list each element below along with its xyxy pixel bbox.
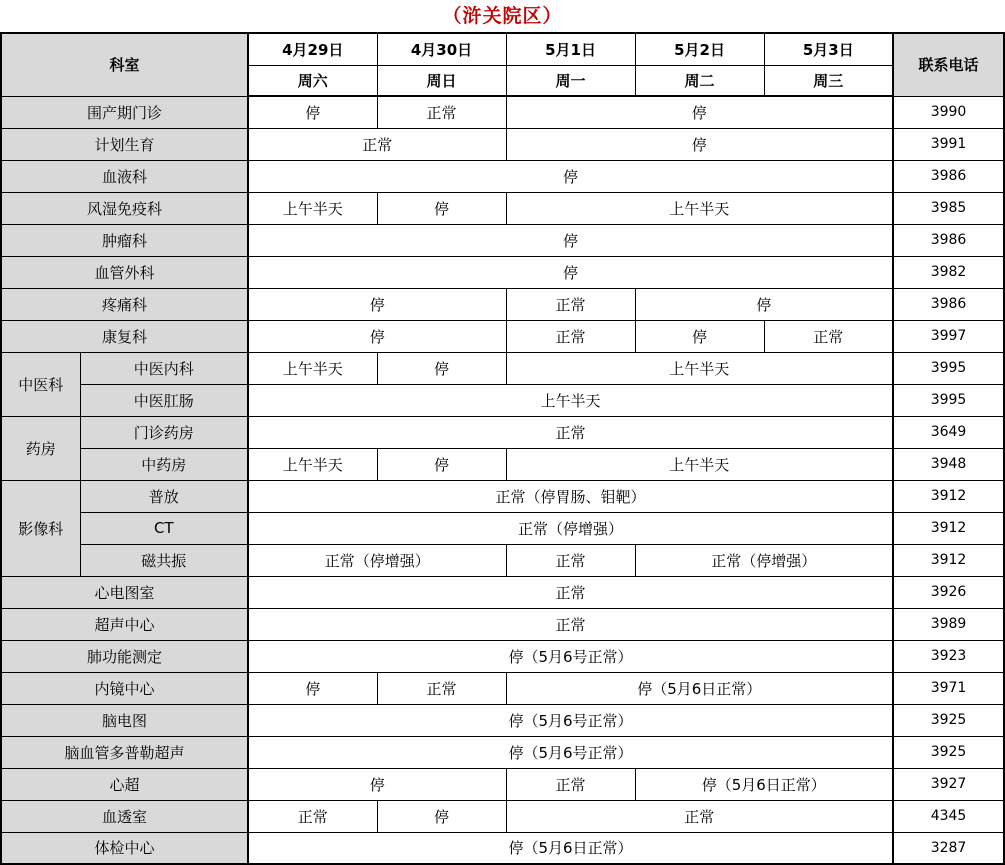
table-row (1, 512, 1004, 544)
status-cell: 停 (248, 768, 506, 800)
header-date: 5月1日 (506, 33, 635, 65)
dept-group: 中医科 (1, 352, 80, 416)
status-cell: 正常（停增强） (635, 544, 893, 576)
status-cell: 正常 (248, 128, 506, 160)
table-row (1, 800, 1004, 832)
dept-name: 超声中心 (1, 608, 248, 640)
phone-number: 3995 (893, 384, 1004, 416)
dept-name: 心超 (1, 768, 248, 800)
status-cell: 正常 (248, 608, 893, 640)
table-row (1, 544, 1004, 576)
dept-name: 血液科 (1, 160, 248, 192)
phone-number: 3990 (893, 96, 1004, 128)
status-cell: 停（5月6号正常） (248, 736, 893, 768)
status-cell: 正常 (506, 768, 635, 800)
status-cell: 停 (506, 128, 893, 160)
phone-number: 4345 (893, 800, 1004, 832)
dept-group: 影像科 (1, 480, 80, 576)
status-cell: 停 (248, 96, 377, 128)
status-cell: 正常（停增强） (248, 512, 893, 544)
table-row (1, 320, 1004, 352)
header-weekday: 周一 (506, 65, 635, 96)
table-row (1, 256, 1004, 288)
status-cell: 停（5月6日正常） (506, 672, 893, 704)
table-row (1, 384, 1004, 416)
phone-number: 3986 (893, 288, 1004, 320)
sub-dept-name: CT (80, 512, 248, 544)
dept-name: 血管外科 (1, 256, 248, 288)
phone-number: 3926 (893, 576, 1004, 608)
status-cell: 停 (635, 288, 893, 320)
header-weekday: 周六 (248, 65, 377, 96)
sub-dept-name: 中药房 (80, 448, 248, 480)
phone-number: 3287 (893, 832, 1004, 864)
phone-number: 3912 (893, 480, 1004, 512)
dept-name: 围产期门诊 (1, 96, 248, 128)
phone-number: 3927 (893, 768, 1004, 800)
status-cell: 停 (248, 320, 506, 352)
status-cell: 停 (377, 800, 506, 832)
status-cell: 上午半天 (248, 448, 377, 480)
status-cell: 上午半天 (248, 384, 893, 416)
dept-group: 药房 (1, 416, 80, 480)
table-row (1, 832, 1004, 864)
status-cell: 正常 (506, 800, 893, 832)
phone-number: 3923 (893, 640, 1004, 672)
header-weekday: 周日 (377, 65, 506, 96)
sub-dept-name: 中医肛肠 (80, 384, 248, 416)
dept-name: 肿瘤科 (1, 224, 248, 256)
table-row (1, 160, 1004, 192)
table-row (1, 704, 1004, 736)
status-cell: 停 (377, 352, 506, 384)
dept-name: 脑血管多普勒超声 (1, 736, 248, 768)
dept-name: 康复科 (1, 320, 248, 352)
table-row (1, 480, 1004, 512)
status-cell: 停 (506, 96, 893, 128)
status-cell: 正常（停胃肠、钼靶） (248, 480, 893, 512)
sub-dept-name: 普放 (80, 480, 248, 512)
status-cell: 上午半天 (248, 192, 377, 224)
dept-name: 脑电图 (1, 704, 248, 736)
table-row (1, 288, 1004, 320)
dept-name: 风湿免疫科 (1, 192, 248, 224)
status-cell: 停 (248, 288, 506, 320)
status-cell: 停 (248, 672, 377, 704)
status-cell: 上午半天 (506, 448, 893, 480)
schedule-table (0, 32, 1005, 865)
header-date: 4月30日 (377, 33, 506, 65)
table-row (1, 192, 1004, 224)
sub-dept-name: 磁共振 (80, 544, 248, 576)
phone-number: 3985 (893, 192, 1004, 224)
phone-number: 3982 (893, 256, 1004, 288)
status-cell: 上午半天 (506, 352, 893, 384)
status-cell: 停 (248, 224, 893, 256)
header-weekday: 周三 (764, 65, 893, 96)
status-cell: 正常 (248, 416, 893, 448)
schedule-body (1, 96, 1004, 864)
table-row (1, 96, 1004, 128)
phone-number: 3912 (893, 544, 1004, 576)
status-cell: 停（5月6号正常） (248, 640, 893, 672)
phone-number: 3989 (893, 608, 1004, 640)
status-cell: 停 (635, 320, 764, 352)
table-row (1, 224, 1004, 256)
status-cell: 正常（停增强） (248, 544, 506, 576)
table-row (1, 608, 1004, 640)
table-row (1, 128, 1004, 160)
dept-name: 计划生育 (1, 128, 248, 160)
status-cell: 停 (377, 192, 506, 224)
status-cell: 正常 (377, 96, 506, 128)
dept-name: 心电图室 (1, 576, 248, 608)
dept-name: 内镜中心 (1, 672, 248, 704)
sub-dept-name: 门诊药房 (80, 416, 248, 448)
header-date: 5月3日 (764, 33, 893, 65)
status-cell: 正常 (506, 320, 635, 352)
status-cell: 正常 (506, 544, 635, 576)
status-cell: 停（5月6号正常） (248, 704, 893, 736)
page-title: （浒关院区） (442, 5, 563, 27)
phone-number: 3986 (893, 160, 1004, 192)
phone-number: 3986 (893, 224, 1004, 256)
table-row (1, 640, 1004, 672)
phone-number: 3991 (893, 128, 1004, 160)
status-cell: 正常 (506, 288, 635, 320)
phone-number: 3997 (893, 320, 1004, 352)
table-row (1, 448, 1004, 480)
header-dept: 科室 (1, 33, 248, 96)
table-row (1, 352, 1004, 384)
header-date: 5月2日 (635, 33, 764, 65)
status-cell: 上午半天 (506, 192, 893, 224)
status-cell: 停 (248, 160, 893, 192)
header-phone: 联系电话 (893, 33, 1004, 96)
status-cell: 停 (377, 448, 506, 480)
dept-name: 肺功能测定 (1, 640, 248, 672)
status-cell: 正常 (248, 576, 893, 608)
status-cell: 正常 (764, 320, 893, 352)
phone-number: 3925 (893, 736, 1004, 768)
status-cell: 正常 (248, 800, 377, 832)
dept-name: 血透室 (1, 800, 248, 832)
status-cell: 停（5月6日正常） (248, 832, 893, 864)
phone-number: 3649 (893, 416, 1004, 448)
dept-name: 疼痛科 (1, 288, 248, 320)
phone-number: 3995 (893, 352, 1004, 384)
header-date: 4月29日 (248, 33, 377, 65)
status-cell: 上午半天 (248, 352, 377, 384)
sub-dept-name: 中医内科 (80, 352, 248, 384)
status-cell: 正常 (377, 672, 506, 704)
phone-number: 3948 (893, 448, 1004, 480)
table-row (1, 576, 1004, 608)
table-row (1, 768, 1004, 800)
status-cell: 停（5月6日正常） (635, 768, 893, 800)
table-row (1, 672, 1004, 704)
phone-number: 3912 (893, 512, 1004, 544)
table-row (1, 736, 1004, 768)
dept-name: 体检中心 (1, 832, 248, 864)
header-weekday: 周二 (635, 65, 764, 96)
phone-number: 3925 (893, 704, 1004, 736)
table-row (1, 416, 1004, 448)
phone-number: 3971 (893, 672, 1004, 704)
status-cell: 停 (248, 256, 893, 288)
